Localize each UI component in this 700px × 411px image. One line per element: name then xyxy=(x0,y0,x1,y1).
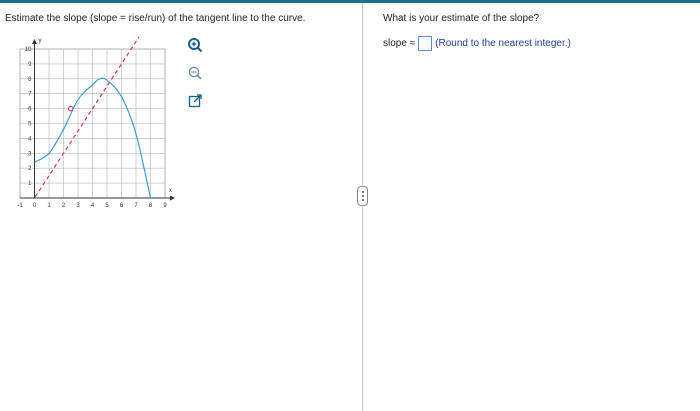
graph-svg xyxy=(0,33,185,223)
zoom-out-icon xyxy=(187,65,203,81)
tangent-point xyxy=(69,106,73,110)
y-tick-label: 10 xyxy=(24,47,32,53)
answer-row xyxy=(383,35,571,51)
graph xyxy=(0,33,185,223)
slope-input[interactable] xyxy=(418,36,432,51)
x-tick-label: -1 xyxy=(17,203,23,209)
y-tick-label: 4 xyxy=(28,136,32,143)
x-tick-label: 0 xyxy=(32,203,37,209)
zoom-in-icon xyxy=(187,37,203,53)
rounding-hint: (Round to the nearest integer.) xyxy=(435,37,571,49)
answer-pane xyxy=(365,3,700,411)
question-pane xyxy=(0,3,360,411)
answer-prompt: What is your estimate of the slope? xyxy=(383,13,540,24)
graph-grid xyxy=(20,49,165,198)
zoom-out-button[interactable] xyxy=(186,64,204,82)
graph-toolbar xyxy=(186,36,206,120)
x-tick-label: 1 xyxy=(47,203,51,209)
x-axis-arrow xyxy=(170,196,175,201)
y-tick-label: 2 xyxy=(28,166,32,173)
y-tick-label: 8 xyxy=(28,76,32,83)
x-tick-label: 6 xyxy=(119,203,124,209)
x-tick-label: 3 xyxy=(76,203,80,209)
y-tick-label: 5 xyxy=(28,121,32,128)
popout-button[interactable] xyxy=(186,92,204,110)
x-axis-label: x xyxy=(169,188,172,194)
x-tick-label: 4 xyxy=(90,203,95,209)
y-tick-label: 7 xyxy=(28,91,32,98)
y-tick-label: 1 xyxy=(28,181,32,188)
question-text: Estimate the slope (slope = rise/run) of the tangent line to the curve. xyxy=(5,13,306,24)
y-tick-label: 3 xyxy=(28,151,32,158)
slope-label: slope ≈ xyxy=(383,37,416,49)
x-tick-label: 2 xyxy=(61,203,66,209)
y-axis-label: y xyxy=(38,38,42,44)
x-tick-label: 8 xyxy=(148,203,153,209)
pane-divider xyxy=(362,3,363,411)
x-tick-label: 7 xyxy=(134,203,138,209)
x-tick-label: 5 xyxy=(105,203,109,209)
external-link-icon xyxy=(187,93,203,109)
zoom-in-button[interactable] xyxy=(186,36,204,54)
y-axis-arrow xyxy=(32,39,37,44)
x-tick-label: 9 xyxy=(163,203,167,209)
y-tick-label: 6 xyxy=(28,106,32,113)
y-tick-label: 9 xyxy=(28,61,32,68)
